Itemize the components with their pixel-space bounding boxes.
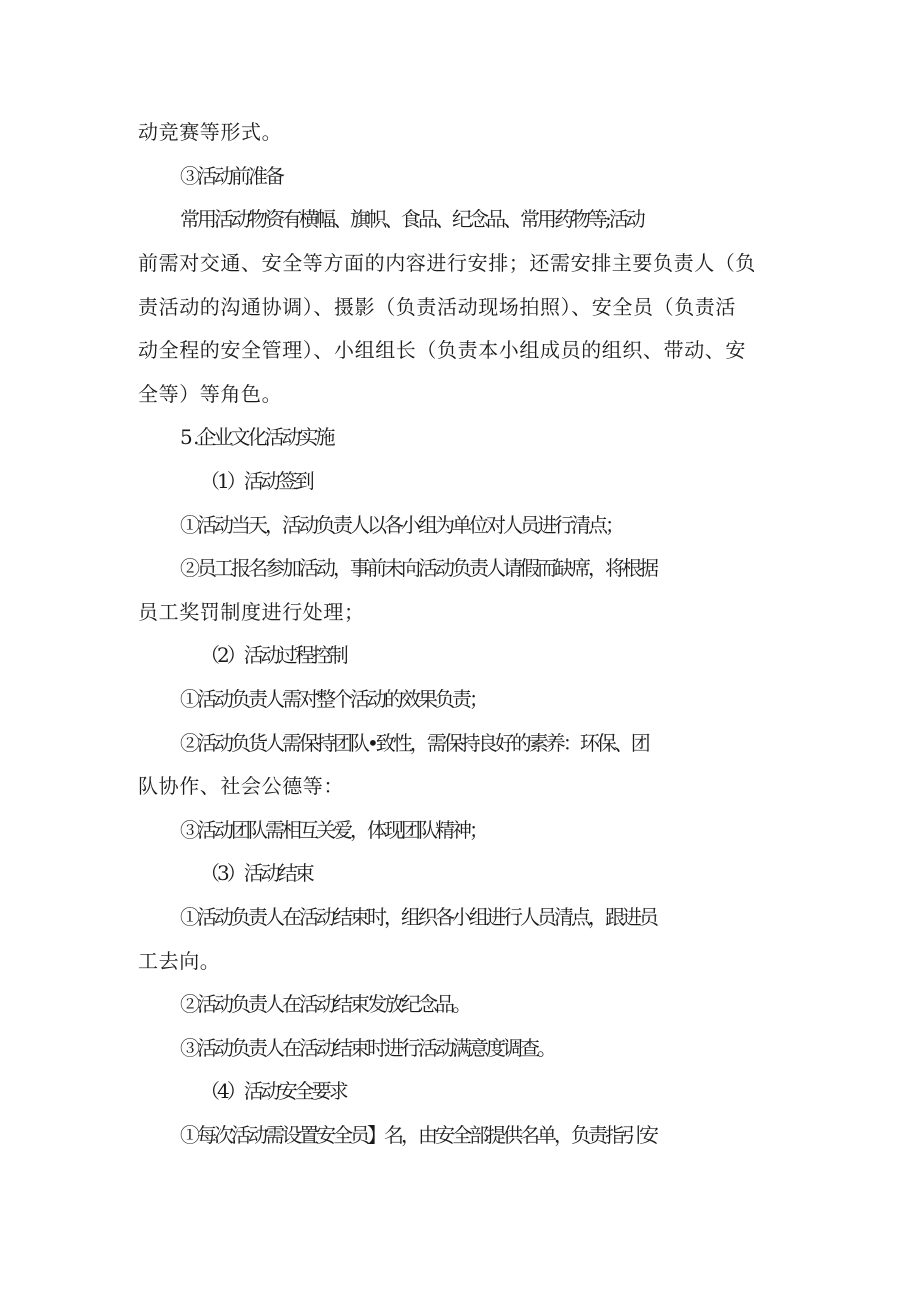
subsection-heading: （4）活动安全要求 bbox=[200, 1079, 346, 1103]
text-line: 全等）等角色。 bbox=[138, 382, 283, 406]
text-line: 前需对交通、安全等方面的内容进行安排；还需安排主要负责人（负 bbox=[138, 251, 756, 275]
text-line: 队协作、社会公德等： bbox=[138, 774, 344, 798]
text-line: ②活动负货人需保持团队•致性，需保持良好的素养：环保、团 bbox=[180, 731, 648, 755]
text-line: ①活动负责人在活动结束时，组织各小组进行人员清点，跟进员 bbox=[180, 905, 656, 929]
text-line: 员工奖罚制度进行处理； bbox=[138, 600, 365, 624]
text-line: ③活动团队需相互关爱，体现团队精神； bbox=[180, 818, 486, 842]
text-line: ③活动负责人在活动结束时进行活动满意度调查。 bbox=[180, 1036, 554, 1060]
text-line: ②员工报名参加活动，事前未向活动负责人请假而缺席，将根据 bbox=[180, 556, 656, 580]
section-heading: 5 .企业文化活动实施 bbox=[180, 425, 333, 449]
text-line: ②活动负责人在活动结束发放纪念品。 bbox=[180, 992, 469, 1016]
subsection-heading: （3）活动结束 bbox=[200, 861, 312, 885]
text-line: ①每次活动需设置安全员】名，由安全部提供名单，负责指引安 bbox=[180, 1123, 656, 1147]
text-line: 常用活动物资有横幅、旗帜、食品、纪念品、常用药物等;活动 bbox=[180, 207, 643, 231]
text-line: 责活动的沟通协调）、摄影（负责活动现场拍照）、安全员（负责活 bbox=[138, 295, 736, 319]
subsection-heading: （2）活动过程控制 bbox=[200, 643, 346, 667]
text-line: 动全程的安全管理）、小组组长（负责本小组成员的组织、带动、安 bbox=[138, 338, 746, 362]
subheading: ③活动前准备 bbox=[180, 164, 282, 188]
text-line: ①活动负责人需对整个活动的效果负责； bbox=[180, 687, 486, 711]
text-line: 工去向。 bbox=[138, 949, 221, 973]
text-line: 动竞赛等形式。 bbox=[138, 120, 283, 144]
text-line: ①活动当天，活动负责人以各小组为单位对人员进行清点； bbox=[180, 513, 622, 537]
subsection-heading: （1）活动签到 bbox=[200, 469, 312, 493]
